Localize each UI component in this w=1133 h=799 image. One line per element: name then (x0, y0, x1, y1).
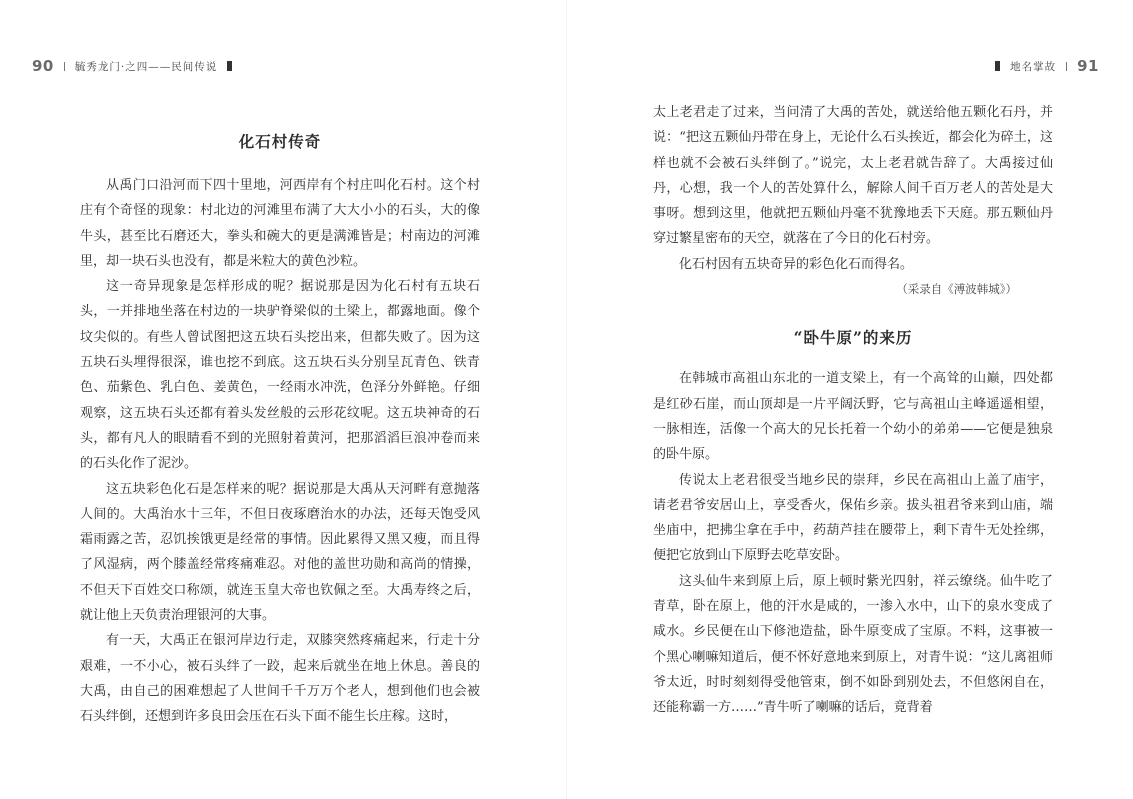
paragraph: 从禹门口沿河而下四十里地，河西岸有个村庄叫化石村。这个村庄有个奇怪的现象：村北边的河滩里布满了大大小小的石头，大的像牛头，甚至比石磨还大，拳头和碗大的更是满滩皆是；村南边的河滩里，却一块石头也没有，都是米粒大的黄色沙粒。 (80, 178, 480, 269)
left-page-number: 90 (32, 57, 54, 75)
left-running-head (32, 56, 232, 76)
paragraph: 这一奇异现象是怎样形成的呢？据说那是因为化石村有五块石头，一并排地坐落在村边的一块驴脊梁似的土梁上，都露地面。像个坟尖似的。有些人曾试图把这五块石头挖出来，但都失败了。因为这五块石头埋得很深，谁也挖不到底。这五块石头分别呈瓦青色、铁青色、茄紫色、乳白色、姜黄色，一经雨水冲洗，色泽分外鲜艳。仔细观察，这五块石头还都有着头发丝般的云形花纹呢。这五块神奇的石头，都有凡人的眼睛看不到的光照射着黄河，把那滔滔巨浪冲卷而来的石头化作了泥沙。 (80, 279, 480, 472)
section-title: 地名掌故 (1010, 60, 1057, 73)
story-title-huashicun: 化石村传奇 (238, 132, 322, 151)
paragraph: 太上老君走了过来，当问清了大禹的苦处，就送给他五颗化石丹，并说：“把这五颗仙丹带在身上，无论什么石头挨近，都会化为碎土，这样也就不会被石头绊倒了。”说完，太上老君就告辞了。大禹接过仙丹，心想，我一个人的苦处算什么，解除人间千百万老人的苦处是大事呀。想到这里，他就把五颗仙丹毫不犹豫地丢下天庭。那五颗仙丹穿过繁星密布的天空，就落在了今日的化石村旁。 (653, 105, 1053, 247)
left-page (0, 0, 566, 799)
right-running-head (995, 56, 1099, 76)
story-title-woniuyuan: “卧牛原”的来历 (793, 328, 913, 348)
paragraph: 在韩城市高祖山东北的一道支梁上，有一个高耸的山巅，四处都是红砂石崖，而山顶却是一片平阔沃野，它与高祖山主峰遥遥相望，一脉相连，活像一个高大的兄长托着一个幼小的弟弟——它便是独泉的卧牛原。 (653, 371, 1053, 463)
right-page-number: 91 (1077, 57, 1099, 75)
paragraph: 这头仙牛来到原上后，原上顿时紫光四射，祥云缭绕。仙牛吃了青草，卧在原上，他的汗水是咸的，一渗入水中，山下的泉水变成了咸水。乡民便在山下修池造盐，卧牛原变成了宝原。不料，这事被一个黑心喇嘛知道后，便不怀好意地来到原上，对青牛说：“这儿离祖师爷太近，时时刻刻得受他管束，倒不如卧到别处去，不但悠闲自在，还能称霸一方……”青牛听了喇嘛的话后，竟背着 (653, 573, 1053, 716)
paragraph: 化石村因有五块奇异的彩色化石而得名。 (679, 256, 914, 272)
paragraph: 有一天，大禹正在银河岸边行走，双膝突然疼痛起来，行走十分艰难，一不小心，被石头绊了一跤，起来后就坐在地上休息。善良的大禹，由自己的困难想起了人世间千千万万个老人，想到他们也会被石头绊倒，还想到许多良田会压在石头下面不能生长庄稼。这时， (80, 633, 480, 725)
paragraph: 这五块彩色化石是怎样来的呢？据说那是大禹从天河畔有意抛落人间的。大禹治水十三年，不但日夜琢磨治水的办法，还每天饱受风霜雨露之苦，忍饥挨饿更是经常的事情。因此累得又黑又瘦，而且得了风湿病，两个膝盖经常疼痛难忍。对他的盖世功勋和高尚的情操，不但天下百姓交口称颂，就连玉皇大帝也钦佩之至。大禹寿终之后，就让他上天负责治理银河的大事。 (80, 481, 480, 624)
square-bullet-icon (995, 61, 1000, 71)
source-note: （采录自《溥波韩城》） (896, 282, 1017, 297)
square-bullet-icon (227, 61, 232, 71)
right-page (567, 0, 1133, 799)
right-body (653, 100, 1053, 721)
series-title: 毓秀龙门·之四——民间传说 (74, 60, 218, 73)
divider-bar-icon (1066, 62, 1067, 71)
left-body (80, 118, 480, 730)
divider-bar-icon (64, 62, 65, 71)
paragraph: 传说太上老君很受当地乡民的崇拜，乡民在高祖山上盖了庙宇，请老君爷安居山上，享受香火，保佑乡亲。拔头祖君爷来到山庙，端坐庙中，把拂尘拿在手中，药葫芦挂在腰带上，剩下青牛无处拴绑，便把它放到山下原野去吃草安卧。 (653, 472, 1053, 564)
